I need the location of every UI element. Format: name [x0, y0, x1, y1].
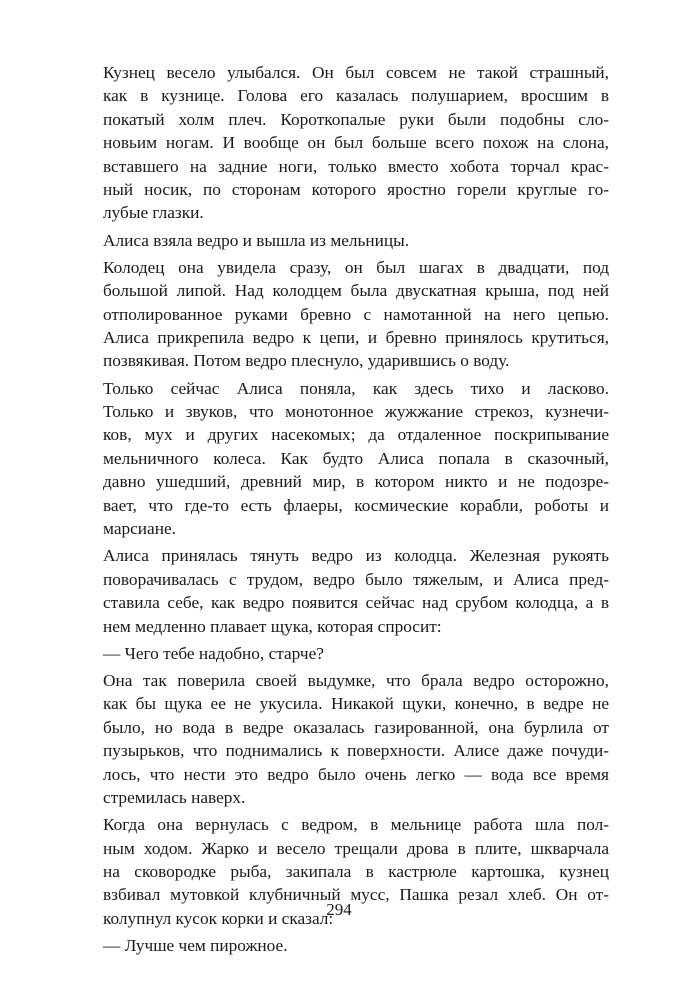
text-line: Кузнец весело улыбался. Он был совсем не такой страшный,	[103, 63, 609, 82]
text-line: — Лучше чем пирожное.	[103, 936, 288, 955]
text-line: новьим ногам. И вообще он был больше всего похож на слона,	[103, 133, 609, 153]
text-line: покатый холм плеч. Короткопалые руки были подобны сло-	[103, 109, 609, 129]
text-line: ный носик, по сторонам которого яростно горели круглые го-	[103, 180, 609, 200]
text-line: поворачивалась с трудом, ведро было тяжелым, и Алиса пред-	[103, 569, 609, 589]
text-line: пузырьков, что поднимались к поверхности. Алисе даже почуди-	[103, 741, 609, 761]
paragraph-1	[103, 61, 609, 225]
text-line: Алиса прикрепила ведро к цепи, и бревно принялось крутиться,	[103, 328, 609, 348]
text-line: позвякивая. Потом ведро плеснуло, ударившись о воду.	[103, 351, 510, 371]
paragraph-3	[103, 256, 609, 373]
paragraph-2	[103, 229, 609, 252]
text-line: колупнул кусок корки и сказал:	[103, 908, 334, 928]
paragraph-4	[103, 377, 609, 541]
text-line: нем медленно плавает щука, которая спросит:	[103, 616, 442, 636]
text-line: марсиане.	[103, 519, 176, 539]
text-line: вставшего на задние ноги, только вместо хобота торчал крас-	[103, 156, 609, 176]
text-line: взбивал мутовкой клубничный мусс, Пашка резал хлеб. Он от-	[103, 885, 609, 905]
text-line: Алиса взяла ведро и вышла из мельницы.	[103, 230, 410, 250]
text-line: отполированное руками бревно с намотанной на него цепью.	[103, 304, 609, 324]
body-text	[103, 61, 609, 961]
page-number: 294	[326, 900, 352, 919]
text-line: на сковородке рыба, закипала в кастрюле картошка, кузнец	[103, 861, 609, 881]
text-line: лось, что нести это ведро было очень легко — вода все время	[103, 764, 609, 784]
text-line: вает, что где-то есть флаеры, космические корабли, роботы и	[103, 495, 609, 515]
text-line: давно ушедший, древний мир, в котором никто и не подозре-	[103, 472, 609, 492]
text-line: — Чего тебе надобно, старче?	[103, 643, 324, 663]
text-line: Когда она вернулась с ведром, в мельнице работа шла пол-	[103, 815, 609, 835]
text-line: Колодец она увидела сразу, он был шагах в двадцати, под	[103, 257, 609, 277]
text-line: Только и звуков, что монотонное жужжание стрекоз, кузнечи-	[103, 402, 609, 422]
text-line: Она так поверила своей выдумке, что брала ведро осторожно,	[103, 670, 609, 690]
text-line: как в кузнице. Голова его казалась полушарием, вросшим в	[103, 86, 609, 106]
text-line: Алиса принялась тянуть ведро из колодца. Железная рукоять	[103, 546, 609, 566]
dialog-line-1	[103, 642, 609, 665]
text-line: лубые глазки.	[103, 203, 204, 223]
dialog-line-2	[103, 934, 609, 957]
paragraph-6	[103, 669, 609, 809]
paragraph-5	[103, 544, 609, 638]
text-line: как бы щука ее не укусила. Никакой щуки, конечно, в ведре не	[103, 694, 609, 714]
text-line: ным ходом. Жарко и весело трещали дрова в плите, шкварчала	[103, 838, 609, 858]
text-line: стремилась наверх.	[103, 787, 246, 807]
text-line: ставила себе, как ведро появится сейчас над срубом колодца, а в	[103, 593, 609, 613]
text-line: Только сейчас Алиса поняла, как здесь тихо и ласково.	[103, 378, 609, 398]
text-line: было, но вода в ведре оказалась газированной, она бурлила от	[103, 717, 609, 737]
text-line: ков, мух и других насекомых; да отдаленное поскрипывание	[103, 425, 609, 445]
text-line: мельничного колеса. Как будто Алиса попала в сказочный,	[103, 448, 609, 468]
text-line: большой липой. Над колодцем была двускатная крыша, под ней	[103, 281, 609, 301]
